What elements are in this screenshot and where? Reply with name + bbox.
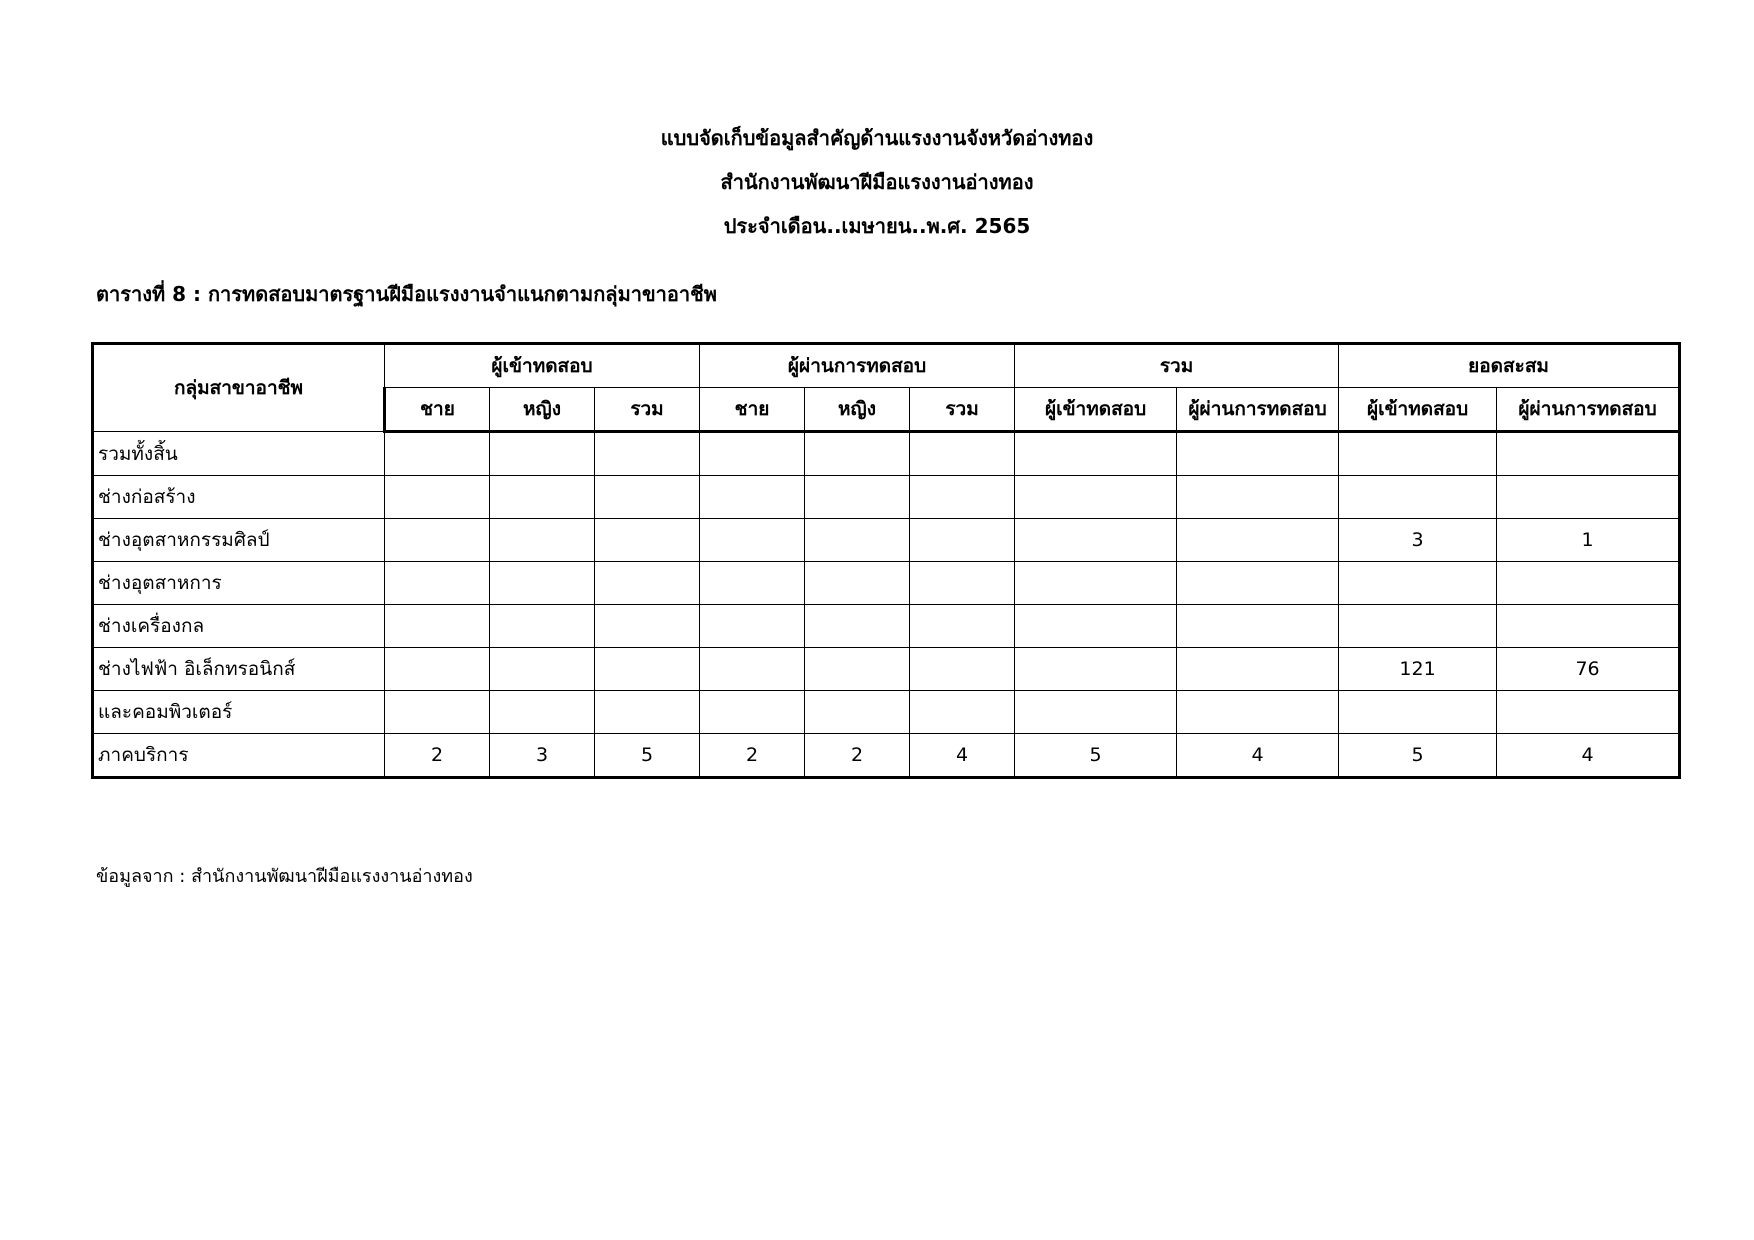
table-cell: [805, 476, 910, 519]
table-cell: [1497, 432, 1680, 476]
source-note: ข้อมูลจาก : สำนักงานพัฒนาฝีมือแรงงานอ่างทอง: [96, 866, 473, 887]
table-cell: [805, 691, 910, 734]
row-group-name: ช่างก่อสร้าง: [93, 476, 385, 519]
table-cell: [490, 432, 595, 476]
header-test-takers: ผู้เข้าทดสอบ: [385, 344, 700, 388]
table-cell: [595, 562, 700, 605]
table-cell: [1339, 605, 1497, 648]
table-cell: [1015, 605, 1177, 648]
table-cell: [490, 476, 595, 519]
table-cell: 1: [1497, 519, 1680, 562]
table-cell: [700, 562, 805, 605]
header-passed: ผู้ผ่านการทดสอบ: [700, 344, 1015, 388]
table-body: [93, 432, 1680, 778]
table-cell: [385, 562, 490, 605]
table-cell: [805, 562, 910, 605]
table-cell: 76: [1497, 648, 1680, 691]
row-group-name: และคอมพิวเตอร์: [93, 691, 385, 734]
table-cell: [700, 432, 805, 476]
table-cell: [700, 648, 805, 691]
table-cell: 2: [700, 734, 805, 778]
table-cell: [385, 519, 490, 562]
table-cell: [490, 691, 595, 734]
page-title: แบบจัดเก็บข้อมูลสำคัญด้านแรงงานจังหวัดอ่างทอง: [660, 126, 1094, 150]
subheader-test-takers: ผู้เข้าทดสอบ: [1339, 388, 1497, 432]
subheader-test-takers: ผู้เข้าทดสอบ: [1015, 388, 1177, 432]
table-cell: [805, 605, 910, 648]
table-cell: [1015, 562, 1177, 605]
subheader-female: หญิง: [805, 388, 910, 432]
table-cell: 2: [805, 734, 910, 778]
table-row: [93, 562, 1680, 605]
table-cell: [595, 648, 700, 691]
subheader-passed: ผู้ผ่านการทดสอบ: [1177, 388, 1339, 432]
table-cell: [385, 648, 490, 691]
table-cell: [1339, 476, 1497, 519]
table-row: [93, 432, 1680, 476]
header-total: รวม: [1015, 344, 1339, 388]
table-cell: [1339, 432, 1497, 476]
table-cell: [595, 519, 700, 562]
table-cell: [910, 432, 1015, 476]
table-cell: [490, 562, 595, 605]
table-cell: [1497, 605, 1680, 648]
table-cell: [385, 605, 490, 648]
table-cell: [1015, 691, 1177, 734]
table-cell: [385, 432, 490, 476]
table-cell: [910, 648, 1015, 691]
subheader-female: หญิง: [490, 388, 595, 432]
header-occupation-group: กลุ่มสาขาอาชีพ: [93, 344, 385, 432]
page-subtitle-office: สำนักงานพัฒนาฝีมือแรงงานอ่างทอง: [720, 170, 1034, 194]
table-cell: [1015, 476, 1177, 519]
table-cell: 5: [595, 734, 700, 778]
skill-test-table: [91, 342, 1681, 779]
table-cell: [910, 519, 1015, 562]
table-cell: [1015, 432, 1177, 476]
table-cell: [595, 476, 700, 519]
table-cell: [700, 476, 805, 519]
table-cell: [910, 605, 1015, 648]
table-cell: [700, 519, 805, 562]
table-cell: [1339, 562, 1497, 605]
table-cell: [805, 648, 910, 691]
subheader-male: ชาย: [700, 388, 805, 432]
table-cell: [490, 519, 595, 562]
table-cell: [1177, 648, 1339, 691]
table-row: [93, 734, 1680, 778]
table-row: [93, 691, 1680, 734]
table-cell: [700, 605, 805, 648]
table-cell: 5: [1015, 734, 1177, 778]
table-cell: [700, 691, 805, 734]
table-cell: [490, 648, 595, 691]
table-cell: 5: [1339, 734, 1497, 778]
table-cell: [1177, 519, 1339, 562]
table-cell: [1497, 476, 1680, 519]
table-cell: [385, 691, 490, 734]
table-cell: 2: [385, 734, 490, 778]
table-cell: 3: [1339, 519, 1497, 562]
row-group-name: ช่างไฟฟ้า อิเล็กทรอนิกส์: [93, 648, 385, 691]
table-cell: 121: [1339, 648, 1497, 691]
row-group-name: รวมทั้งสิ้น: [93, 432, 385, 476]
table-row: [93, 476, 1680, 519]
table-cell: [910, 476, 1015, 519]
row-group-name: ช่างอุตสาหกรรมศิลป์: [93, 519, 385, 562]
table-cell: [1177, 691, 1339, 734]
table-cell: [385, 476, 490, 519]
subheader-sum: รวม: [595, 388, 700, 432]
table-cell: [1497, 562, 1680, 605]
subheader-male: ชาย: [385, 388, 490, 432]
table-cell: [1177, 476, 1339, 519]
table-cell: [1497, 691, 1680, 734]
row-group-name: ช่างเครื่องกล: [93, 605, 385, 648]
page-subtitle-period: ประจำเดือน..เมษายน..พ.ศ. 2565: [723, 214, 1031, 238]
table-cell: 3: [490, 734, 595, 778]
table-row: [93, 605, 1680, 648]
table-cell: [1339, 691, 1497, 734]
table-cell: [595, 691, 700, 734]
table-cell: [910, 562, 1015, 605]
table-header: [93, 344, 1680, 432]
table-cell: [1015, 519, 1177, 562]
table-cell: 4: [910, 734, 1015, 778]
table-cell: [1177, 605, 1339, 648]
table-caption: ตารางที่ 8 : การทดสอบมาตรฐานฝีมือแรงงานจำแนกตามกลุ่มาขาอาชีพ: [96, 282, 717, 306]
table-cell: [910, 691, 1015, 734]
row-group-name: ภาคบริการ: [93, 734, 385, 778]
header-row-top: [93, 344, 1680, 388]
table-cell: [805, 432, 910, 476]
header-cumulative: ยอดสะสม: [1339, 344, 1680, 388]
subheader-passed: ผู้ผ่านการทดสอบ: [1497, 388, 1680, 432]
table-cell: [805, 519, 910, 562]
row-group-name: ช่างอุตสาหการ: [93, 562, 385, 605]
table-row: [93, 648, 1680, 691]
table-cell: [595, 605, 700, 648]
table-cell: 4: [1497, 734, 1680, 778]
table-cell: [595, 432, 700, 476]
table-cell: [1177, 432, 1339, 476]
table-cell: [1177, 562, 1339, 605]
table-cell: 4: [1177, 734, 1339, 778]
subheader-sum: รวม: [910, 388, 1015, 432]
table-cell: [1015, 648, 1177, 691]
table-cell: [490, 605, 595, 648]
table-row: [93, 519, 1680, 562]
